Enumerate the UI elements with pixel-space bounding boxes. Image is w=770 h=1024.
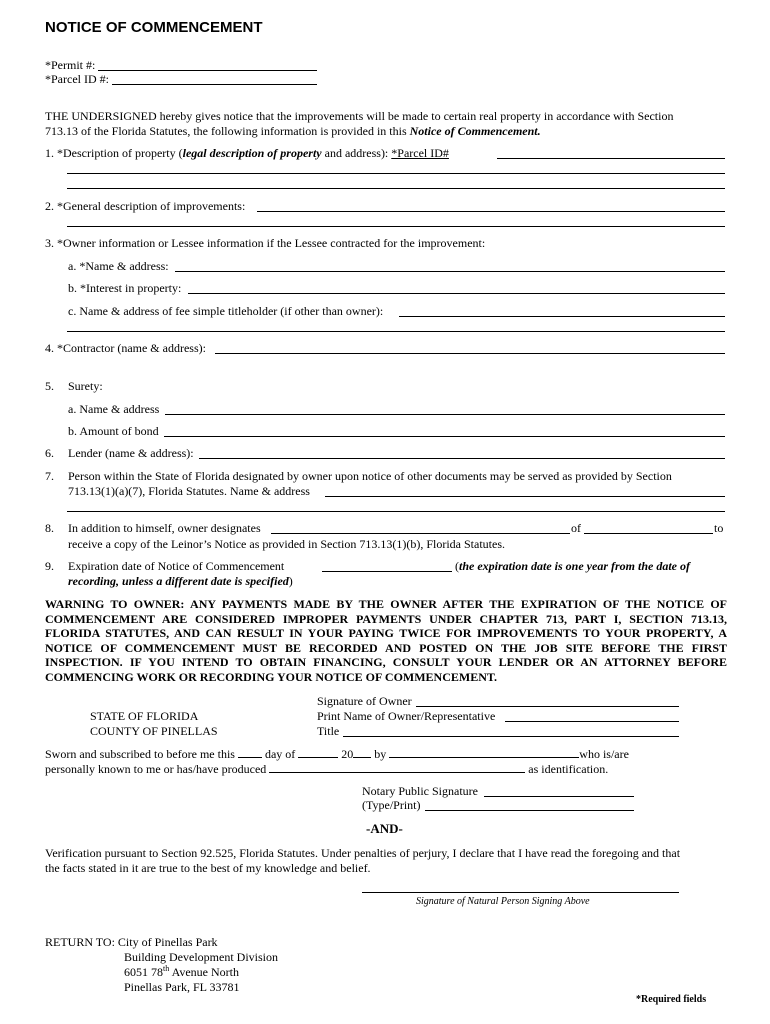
item-1-label: 1. *Description of property (legal description of property and address): *Parcel ID# (45, 146, 449, 160)
expiration-date-field[interactable] (322, 571, 452, 572)
warning-text: WARNING TO OWNER: ANY PAYMENTS MADE BY THE OWNER AFTER THE EXPIRATION OF THE NOTICE OF COMMENCEMENT ARE CONSIDERED IMPROPER PAYMENTS UNDER CHAPTER 713, PART I, SECTION 713.13, FLORIDA STATUTES, AND CAN RESULT IN YOUR PAYING TWICE FOR IMPROVEMENTS TO YOUR PROPERTY, A NOTICE OF COMMENCEMENT MUST BE RECORDED AND POSTED ON THE JOB SITE BEFORE THE FIRST INSPECTION. IF YOU INTEND TO OBTAIN FINANCING, CONSULT YOUR LENDER OR AN ATTORNEY BEFORE COMMENCING WORK OR RECORDING YOUR NOTICE OF COMMENCEMENT. (45, 597, 727, 684)
property-description-field[interactable] (497, 158, 725, 159)
state-label: STATE OF FLORIDA (90, 709, 199, 723)
natural-person-signature-caption: Signature of Natural Person Signing Above (416, 896, 590, 907)
parcel-label: *Parcel ID #: (45, 72, 109, 86)
county-label: COUNTY OF PINELLAS (90, 724, 218, 738)
item-3b-label: b. *Interest in property: (68, 281, 182, 295)
item-7-number: 7. (45, 469, 54, 483)
item-8-to: to (714, 521, 724, 535)
notary-signature-field[interactable] (484, 796, 634, 797)
improvements-field[interactable] (257, 211, 725, 212)
notary-signature-label: Notary Public Signature (362, 784, 478, 798)
item-9-number: 9. (45, 559, 54, 573)
designee-field[interactable] (325, 496, 725, 497)
parcel-field[interactable] (112, 84, 317, 85)
identification-field[interactable] (269, 762, 525, 773)
natural-person-signature-field[interactable] (362, 892, 679, 893)
day-field[interactable] (238, 747, 262, 758)
property-description-field-2[interactable] (67, 173, 725, 174)
sworn-by-field[interactable] (389, 747, 579, 758)
owner-designee-field[interactable] (271, 533, 570, 534)
item-8-label: In addition to himself, owner designates (68, 521, 261, 535)
print-name-field[interactable] (505, 721, 679, 722)
type-print-label: (Type/Print) (362, 798, 421, 812)
intro-line-1: THE UNDERSIGNED hereby gives notice that the improvements will be made to certain real property in accordance with Section (45, 109, 674, 123)
lender-field[interactable] (199, 458, 725, 459)
item-5b-label: b. Amount of bond (68, 424, 159, 438)
intro-line-2: 713.13 of the Florida Statutes, the following information is provided in this Notice of Commencement. (45, 124, 541, 138)
sworn-line-1: Sworn and subscribed to before me this day of 20 by who is/are (45, 747, 629, 761)
owner-name-address-field[interactable] (175, 271, 725, 272)
signature-owner-field[interactable] (416, 706, 679, 707)
permit-label: *Permit #: (45, 58, 96, 72)
item-8-of: of (571, 521, 581, 535)
month-field[interactable] (298, 747, 338, 758)
titleholder-field-2[interactable] (67, 331, 725, 332)
sworn-line-2: personally known to me or has/have produced as identification. (45, 762, 609, 776)
item-7-line-1: Person within the State of Florida designated by owner upon notice of other documents may be served as provided by Section (68, 469, 672, 483)
return-division: Building Development Division (124, 950, 278, 964)
improvements-field-2[interactable] (67, 226, 725, 227)
return-street: 6051 78th Avenue North (124, 964, 239, 979)
item-4-label: 4. *Contractor (name & address): (45, 341, 206, 355)
type-print-field[interactable] (425, 810, 634, 811)
bond-amount-field[interactable] (164, 436, 725, 437)
title-label: Title (317, 724, 340, 738)
return-to-label: RETURN TO: City of Pinellas Park (45, 935, 218, 949)
item-8-line-2: receive a copy of the Leinor’s Notice as provided in Section 713.13(1)(b), Florida Statutes. (68, 537, 505, 551)
item-9-note-2: recording, unless a different date is specified) (68, 574, 293, 588)
item-9-label: Expiration date of Notice of Commencement (68, 559, 285, 573)
property-description-field-3[interactable] (67, 188, 725, 189)
signature-owner-label: Signature of Owner (317, 694, 412, 708)
item-5-number: 5. (45, 379, 54, 393)
item-3a-label: a. *Name & address: (68, 259, 169, 273)
title-field[interactable] (343, 736, 679, 737)
page-title: NOTICE OF COMMENCEMENT (45, 19, 263, 36)
item-6-number: 6. (45, 446, 54, 460)
titleholder-field[interactable] (399, 316, 725, 317)
item-2-label: 2. *General description of improvements: (45, 199, 246, 213)
required-fields-note: *Required fields (636, 994, 707, 1005)
verification-line-2: the facts stated in it are true to the best of my knowledge and belief. (45, 861, 371, 875)
item-5-label: Surety: (68, 379, 103, 393)
item-3-label: 3. *Owner information or Lessee information if the Lessee contracted for the improvement: (45, 236, 486, 250)
designee-field-2[interactable] (67, 511, 725, 512)
year-field[interactable] (353, 747, 371, 758)
print-name-label: Print Name of Owner/Representative (317, 709, 496, 723)
item-6-label: Lender (name & address): (68, 446, 194, 460)
verification-line-1: Verification pursuant to Section 92.525, Florida Statutes. Under penalties of perjury, I declare that I have read the foregoing and that (45, 846, 681, 860)
item-5a-label: a. Name & address (68, 402, 160, 416)
interest-in-property-field[interactable] (188, 293, 725, 294)
surety-name-field[interactable] (165, 414, 725, 415)
item-7-line-2: 713.13(1)(a)(7), Florida Statutes. Name & address (68, 484, 310, 498)
item-8-number: 8. (45, 521, 54, 535)
contractor-field[interactable] (215, 353, 725, 354)
item-3c-label: c. Name & address of fee simple titleholder (if other than owner): (68, 304, 384, 318)
item-9-note-1: (the expiration date is one year from the date of (455, 559, 690, 573)
return-city: Pinellas Park, FL 33781 (124, 980, 240, 994)
permit-field[interactable] (98, 70, 317, 71)
designee-location-field[interactable] (584, 533, 713, 534)
and-divider: -AND- (366, 821, 403, 836)
